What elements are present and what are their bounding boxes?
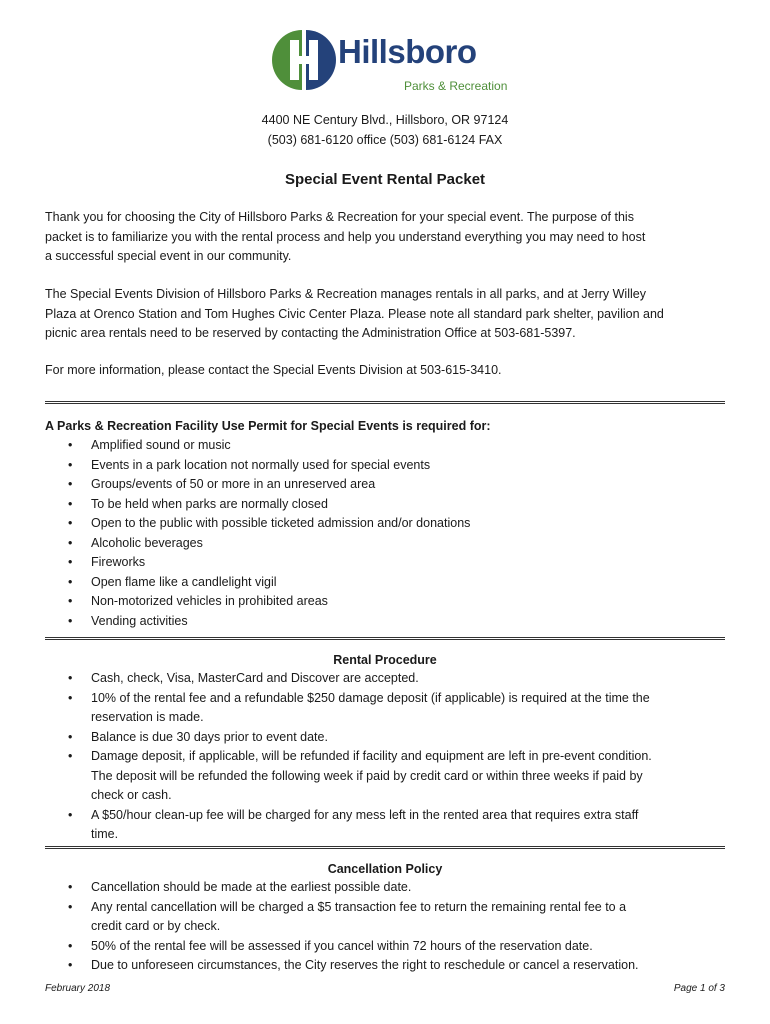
list-item: • Cancellation should be made at the earliest possible date. <box>68 880 412 894</box>
footer-page-number: Page 1 of 3 <box>673 983 725 994</box>
list-item: • Open to the public with possible ticketed admission and/or donations <box>68 516 471 530</box>
list-item: • Non-motorized vehicles in prohibited areas <box>68 594 328 608</box>
rental-procedure-list <box>45 669 725 845</box>
list-item: • Open flame like a candlelight vigil <box>68 574 277 589</box>
list-item: • Cash, check, Visa, MasterCard and Discover are accepted. <box>68 671 419 685</box>
logo-subtitle: Parks & Recreation <box>404 79 508 93</box>
page-title: Special Event Rental Packet <box>284 171 486 188</box>
address-line-2: (503) 681-6120 office (503) 681-6124 FAX <box>267 133 503 147</box>
text-line: a successful special event in our community. <box>45 249 292 263</box>
list-item: • Damage deposit, if applicable, will be refunded if facility and equipment are left in pre-event condition. The deposit will be refunded the following week if paid by credit card or within three weeks if paid by check or cash. <box>68 749 652 802</box>
permit-heading: A Parks & Recreation Facility Use Permit for Special Events is required for: <box>45 419 491 433</box>
list-item: • 10% of the rental fee and a refundable $250 damage deposit (if applicable) is required at the time the reservation is made. <box>68 690 650 724</box>
cancellation-policy-heading: Cancellation Policy <box>327 862 443 876</box>
permit-list <box>45 436 725 631</box>
rental-procedure-heading: Rental Procedure <box>333 653 437 667</box>
section-divider <box>45 846 725 849</box>
section-divider <box>45 637 725 640</box>
intro-paragraph-1 <box>45 208 725 267</box>
hillsboro-logo <box>272 26 512 98</box>
address-line-1: 4400 NE Century Blvd., Hillsboro, OR 97124 <box>261 113 509 127</box>
list-item: • Due to unforeseen circumstances, the City reserves the right to reschedule or cancel a reservation. <box>68 958 639 972</box>
list-item: • Fireworks <box>68 555 146 569</box>
intro-paragraph-2 <box>45 285 725 344</box>
list-item: • To be held when parks are normally closed <box>68 496 328 511</box>
list-item: • A $50/hour clean-up fee will be charged for any mess left in the rented area that requires extra staff time. <box>68 807 639 841</box>
list-item: • 50% of the rental fee will be assessed if you cancel within 72 hours of the reservation date. <box>68 938 593 953</box>
hillsboro-h-icon <box>272 28 336 94</box>
list-item: • Events in a park location not normally used for special events <box>68 457 431 472</box>
cancellation-policy-list <box>45 878 725 976</box>
list-item: • Groups/events of 50 or more in an unreserved area <box>68 477 376 491</box>
list-item: • Alcoholic beverages <box>68 535 203 550</box>
text-line: packet is to familiarize you with the rental process and help you understand everything you may need to host <box>45 229 646 244</box>
text-line: Thank you for choosing the City of Hillsboro Parks & Recreation for your special event. The purpose of this <box>45 210 634 224</box>
text-line: picnic area rentals need to be reserved by contacting the Administration Office at 503-681-5397. <box>45 326 576 340</box>
list-item: • Amplified sound or music <box>68 438 231 452</box>
text-line: Plaza at Orenco Station and Tom Hughes Civic Center Plaza. Please note all standard park shelter, pavilion and <box>45 306 664 321</box>
text-line: For more information, please contact the Special Events Division at 503-615-3410. <box>45 363 502 377</box>
list-item: • Balance is due 30 days prior to event date. <box>68 729 328 744</box>
logo-name: Hillsboro <box>338 33 477 70</box>
footer-date: February 2018 <box>45 983 111 994</box>
list-item: • Any rental cancellation will be charged a $5 transaction fee to return the remaining rental fee to a credit card or by check. <box>68 899 627 933</box>
list-item: • Vending activities <box>68 613 188 628</box>
text-line: The Special Events Division of Hillsboro Parks & Recreation manages rentals in all parks, and at Jerry Willey <box>45 287 646 301</box>
intro-paragraph-3 <box>45 361 725 381</box>
section-divider <box>45 401 725 404</box>
